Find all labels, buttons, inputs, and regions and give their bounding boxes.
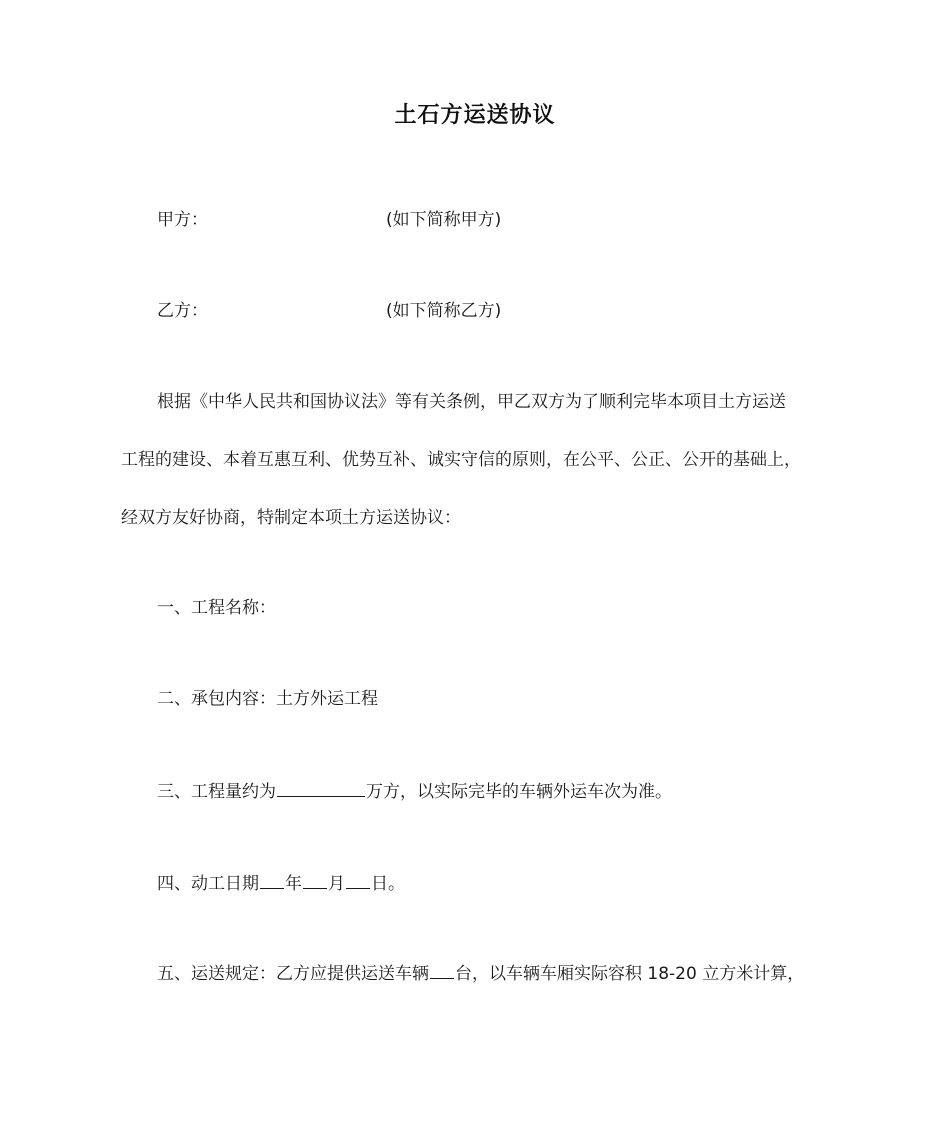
quantity-blank (277, 778, 365, 797)
preamble-line-2: 工程的建设、本着互惠互利、优势互补、诚实守信的原则，在公平、公正、公开的基础上， (121, 450, 801, 470)
month-blank (303, 870, 327, 889)
clause-transport-suffix: 台，以车辆车厢实际容积 18-20 立方米计算， (455, 964, 805, 984)
clause-transport-rules (157, 960, 804, 986)
clause-contract-scope: 二、承包内容：土方外运工程 (157, 689, 378, 709)
clause-quantity-suffix: 万方，以实际完毕的车辆外运车次为准。 (366, 782, 672, 802)
vehicle-count-blank (430, 960, 454, 979)
month-label: 月 (328, 874, 345, 894)
document-title: 土石方运送协议 (394, 103, 556, 128)
clause-start-date-prefix: 四、动工日期 (157, 874, 259, 894)
clause-start-date (157, 870, 405, 896)
party-b-label: 乙方： (157, 301, 208, 321)
clause-project-name: 一、工程名称： (157, 598, 276, 618)
preamble-line-3: 经双方友好协商，特制定本项土方运送协议： (121, 508, 461, 528)
preamble-line-1: 根据《中华人民共和国协议法》等有关条例，甲乙双方为了顺利完毕本项目土方运送 (157, 392, 786, 412)
party-b-note: (如下简称乙方) (386, 301, 502, 321)
year-label: 年 (285, 874, 302, 894)
party-a-label: 甲方： (157, 210, 208, 230)
clause-quantity (157, 778, 672, 804)
day-label: 日。 (371, 874, 405, 894)
party-a-note: (如下简称甲方) (386, 210, 502, 230)
day-blank (346, 870, 370, 889)
clause-transport-prefix: 五、运送规定：乙方应提供运送车辆 (157, 964, 429, 984)
clause-quantity-prefix: 三、工程量约为 (157, 782, 276, 802)
year-blank (260, 870, 284, 889)
